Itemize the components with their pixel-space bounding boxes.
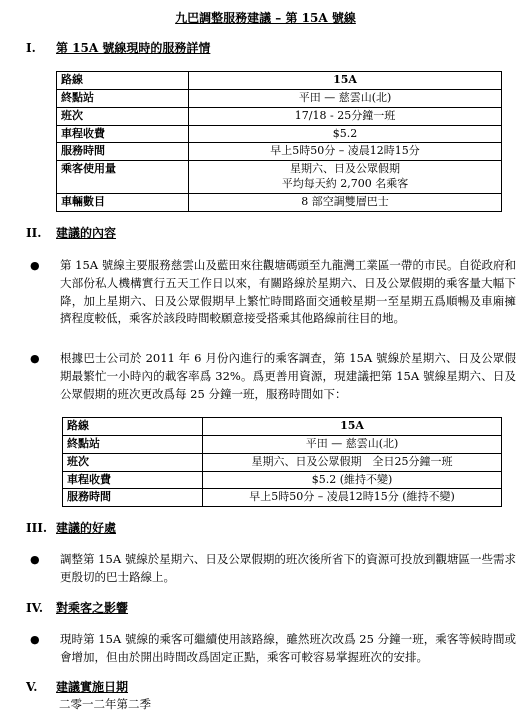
- benefit-paragraph: [30, 551, 516, 587]
- table-row: [57, 193, 502, 211]
- row-value: [203, 435, 502, 453]
- proposal-paragraph-2: [30, 350, 516, 403]
- section-2-heading: [26, 224, 116, 243]
- section-1-heading: [26, 39, 210, 58]
- value-line: 早上5時50分 – 凌晨12時15分 (維持不變): [249, 490, 455, 504]
- row-value: [203, 489, 502, 507]
- row-label: 車輛數目: [57, 193, 189, 211]
- row-value: [189, 89, 502, 107]
- header-label-cell: 路線: [57, 72, 189, 90]
- section-3-heading: [26, 519, 116, 538]
- row-label: 車程收費: [63, 471, 203, 489]
- row-label: 服務時間: [63, 489, 203, 507]
- row-value: [203, 453, 502, 471]
- section-number: I.: [26, 41, 36, 55]
- proposed-service-table: [62, 417, 502, 507]
- table-row: [63, 435, 502, 453]
- row-value: [189, 107, 502, 125]
- table-row: [63, 453, 502, 471]
- row-label: 終點站: [57, 89, 189, 107]
- current-service-table: [56, 71, 502, 212]
- paragraph-text: 第 15A 號線主要服務慈雲山及藍田來往觀塘碼頭至九龍灣工業區一帶的市民。自從政府和大部份私人機構實行五天工作日以來，有關路線於星期六、日及公眾假期的乘客量大幅下降，加上星期六、日及公眾假期早上繁忙時間路面交通較星期一至星期五爲順暢及車廂擁擠程度較低，乘客於該段時間較願意接受搭乘其他路線前往目的地。: [60, 258, 516, 326]
- value-line: 星期六、日及公眾假期: [290, 162, 400, 176]
- row-value: [203, 471, 502, 489]
- table-row: [57, 107, 502, 125]
- current-table-header-row: [57, 72, 502, 90]
- section-title: 對乘客之影響: [56, 601, 129, 615]
- section-number: III.: [26, 521, 48, 535]
- value-line: 平均每天約 2,700 名乘客: [281, 177, 409, 191]
- value-line: 平田 — 慈雲山(北): [298, 90, 392, 104]
- row-value: [189, 193, 502, 211]
- section-title: 建議的好處: [56, 521, 117, 535]
- value-line: 早上5時50分 – 凌晨12時15分: [270, 144, 420, 158]
- table-row: [57, 143, 502, 161]
- proposal-paragraph-1: [30, 257, 516, 328]
- value-line: 星期六、日及公眾假期 全日25分鐘一班: [251, 454, 453, 468]
- row-label: 終點站: [63, 435, 203, 453]
- bullet-icon: ●: [30, 352, 40, 365]
- header-label-cell: 路線: [63, 418, 203, 436]
- row-label: 班次: [63, 453, 203, 471]
- header-route-cell: 15A: [203, 418, 502, 436]
- section-5-heading: [26, 678, 128, 697]
- bullet-icon: ●: [30, 553, 40, 566]
- value-line: 8 部空調雙層巴士: [301, 194, 389, 208]
- paragraph-text: 現時第 15A 號線的乘客可繼續使用該路線，雖然班次改爲 25 分鐘一班，乘客等候時間或會增加，但由於開出時間改爲固定正點，乘客可較容易掌握班次的安排。: [60, 632, 516, 664]
- row-label: 班次: [57, 107, 189, 125]
- section-number: II.: [26, 226, 42, 240]
- section-4-heading: [26, 599, 128, 618]
- section-number: IV.: [26, 601, 44, 615]
- paragraph-text: 調整第 15A 號線於星期六、日及公眾假期的班次後所省下的資源可投放到觀塘區一些需求更殷切的巴士路線上。: [60, 552, 516, 584]
- row-value: [189, 125, 502, 143]
- row-label: 服務時間: [57, 143, 189, 161]
- table-row: [57, 125, 502, 143]
- row-label: 車程收費: [57, 125, 189, 143]
- row-value: [189, 161, 502, 194]
- implementation-date: 二零一二年第二季: [59, 697, 151, 711]
- row-value: [189, 143, 502, 161]
- table-row: [57, 161, 502, 194]
- value-line: 17/18 - 25分鐘一班: [294, 108, 396, 122]
- bullet-icon: ●: [30, 259, 40, 272]
- document-title: 九巴調整服務建議 – 第 15A 號線: [175, 11, 356, 25]
- value-line: 平田 — 慈雲山(北): [305, 436, 399, 450]
- section-title: 建議的內容: [56, 226, 117, 240]
- table-row: [57, 89, 502, 107]
- section-title: 建議實施日期: [56, 680, 129, 694]
- bullet-icon: ●: [30, 633, 40, 646]
- table-row: [63, 471, 502, 489]
- row-label: 乘客使用量: [57, 161, 189, 194]
- header-route-cell: 15A: [189, 72, 502, 90]
- value-line: $5.2 (維持不變): [311, 472, 393, 486]
- table-row: [63, 489, 502, 507]
- impact-paragraph: [30, 631, 516, 667]
- paragraph-text: 根據巴士公司於 2011 年 6 月份內進行的乘客調查，第 15A 號線於星期六、日及公眾假期最繁忙一小時內的載客率爲 32%。爲更善用資源，現建議把第 15A 號線星期六、日及公眾假期的班次更改爲每 25 分鐘一班，服務時間如下：: [60, 351, 516, 401]
- section-number: V.: [26, 680, 38, 694]
- value-line: $5.2: [332, 126, 358, 140]
- section-title: 第 15A 號線現時的服務詳情: [56, 41, 211, 55]
- proposed-table-header-row: [63, 418, 502, 436]
